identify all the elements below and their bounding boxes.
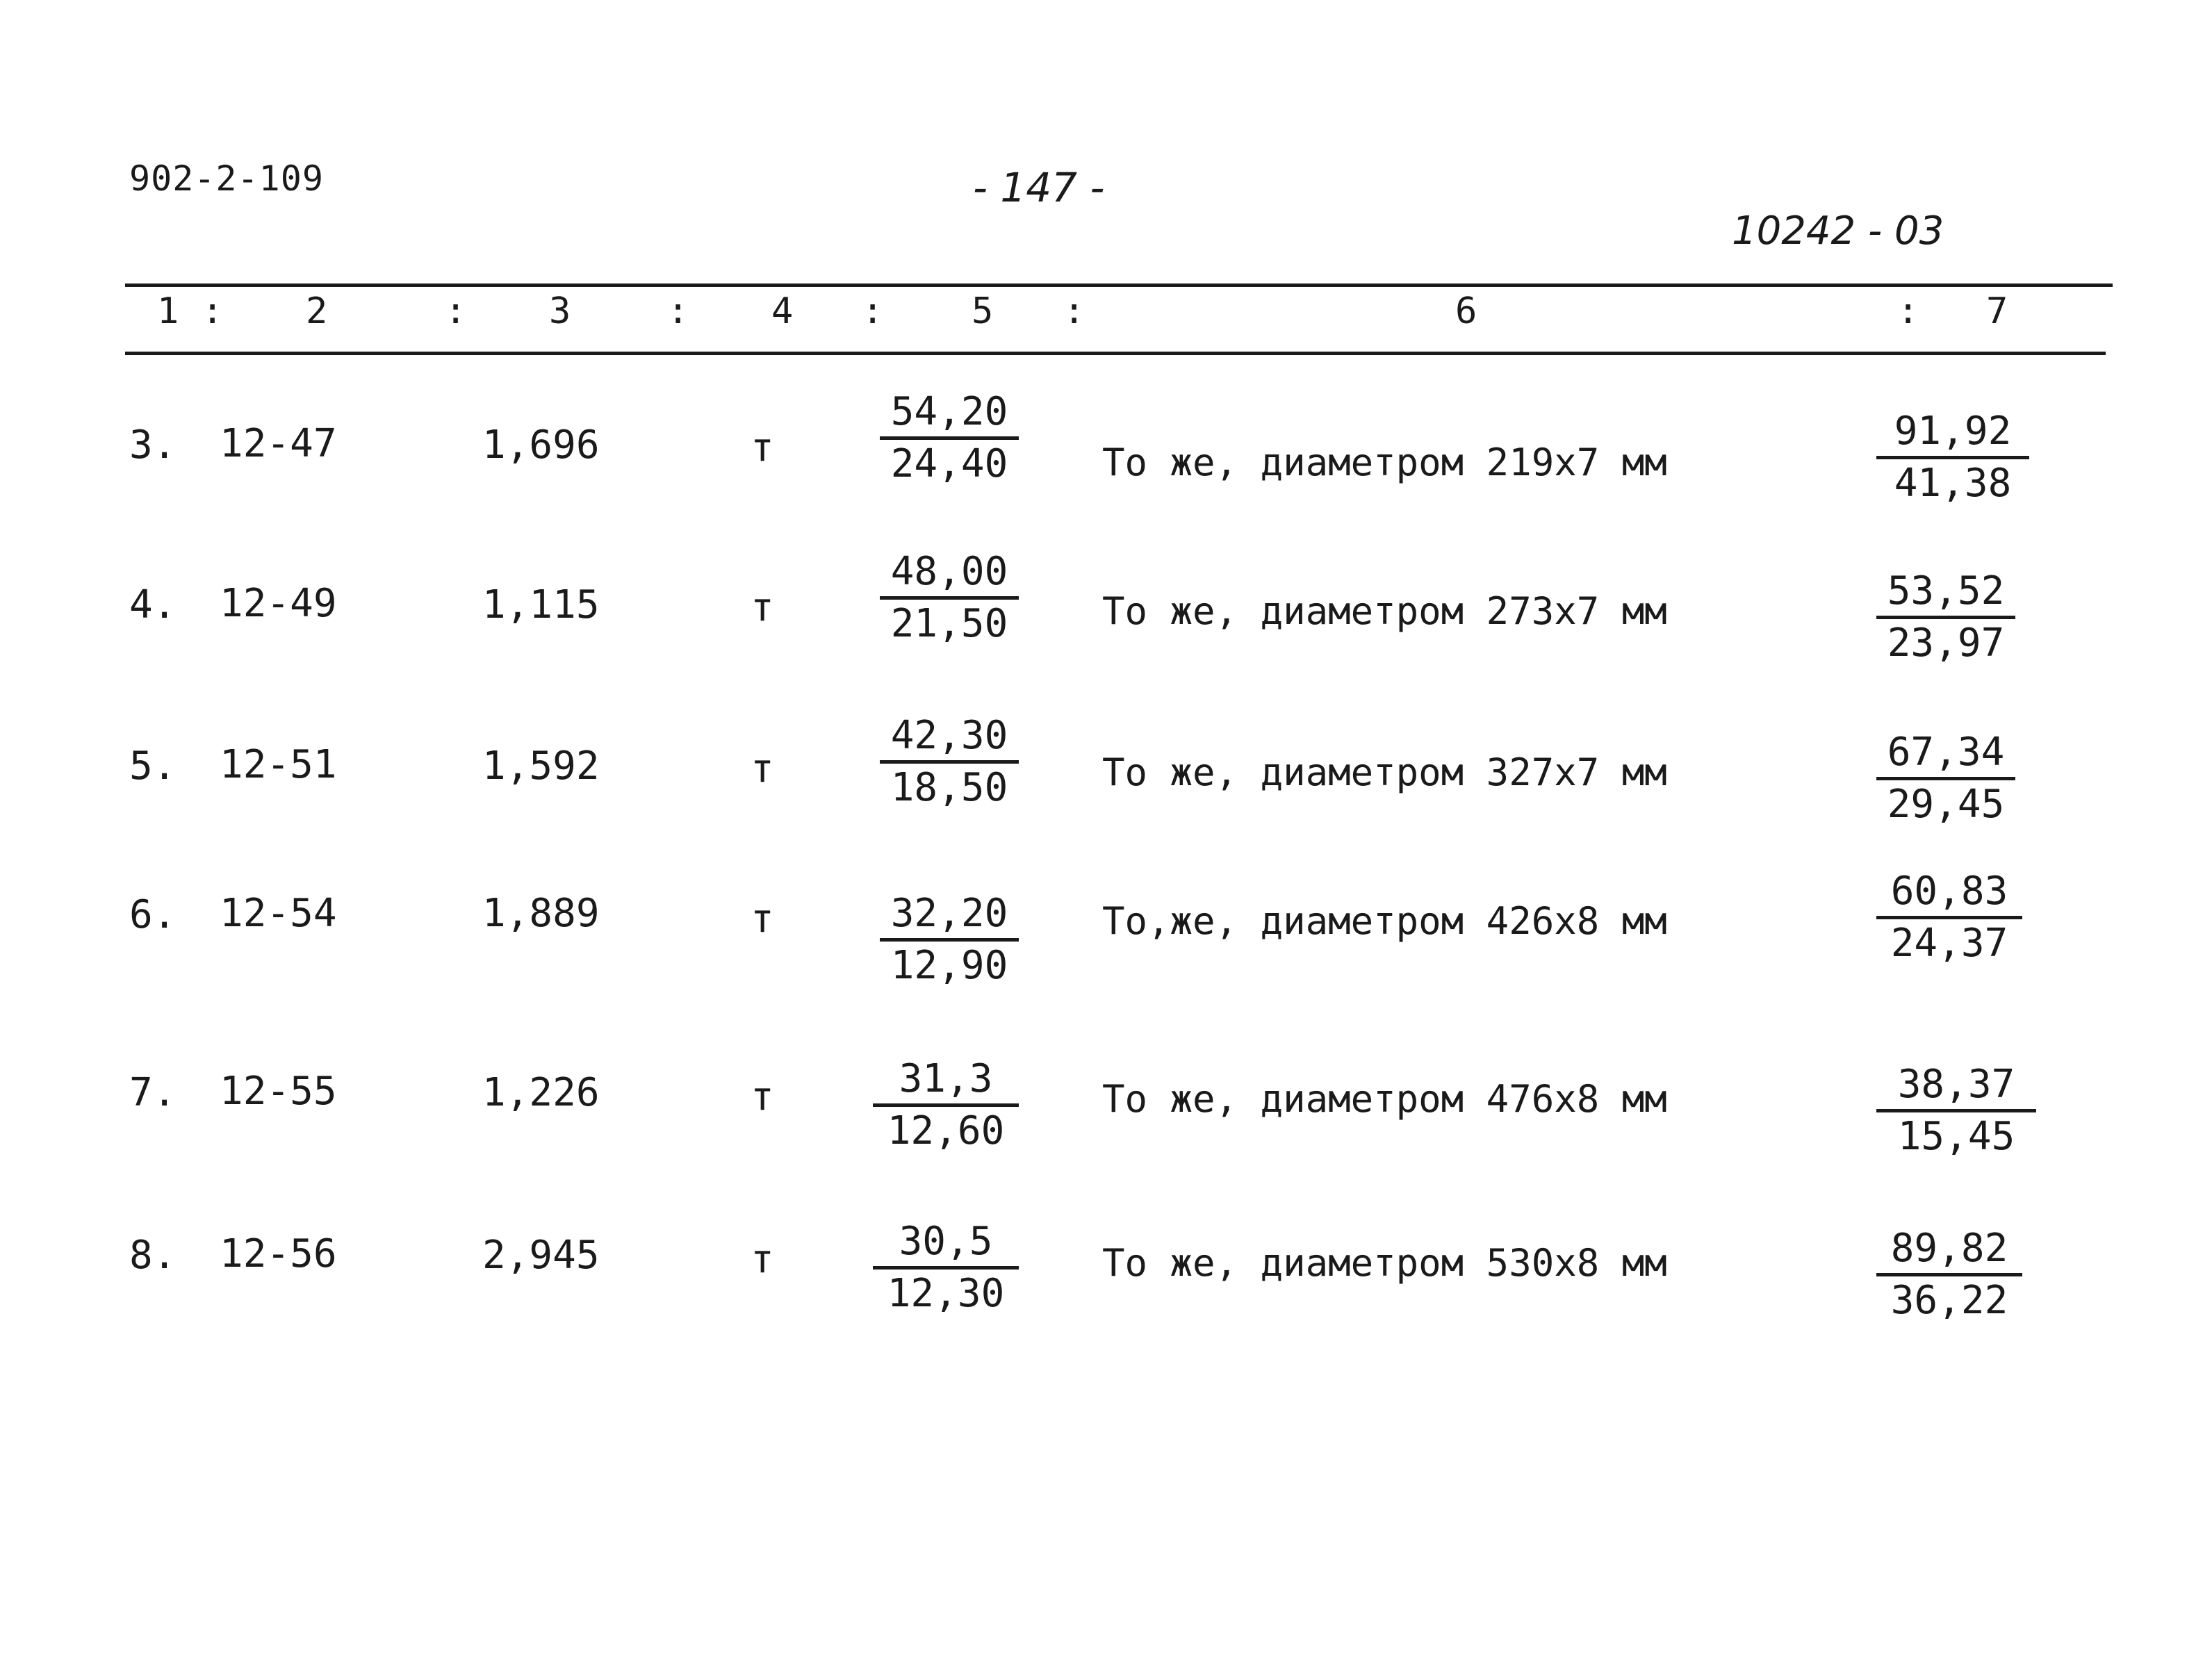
unit-cost-fraction xyxy=(880,891,1019,989)
total-cost-denominator: 23,97 xyxy=(1887,621,2005,666)
fraction-bar xyxy=(880,596,1019,600)
work-description: То,же, диаметром 426х8 мм xyxy=(1102,899,1667,943)
fraction-bar xyxy=(880,436,1019,440)
unit: т xyxy=(751,1074,774,1119)
rate-code: 12-55 xyxy=(220,1069,337,1114)
fraction-bar xyxy=(873,1103,1019,1107)
unit: т xyxy=(751,425,774,470)
unit: т xyxy=(751,585,774,630)
fraction-bar xyxy=(1876,1273,2022,1276)
work-description: То же, диаметром 327х7 мм xyxy=(1102,750,1667,794)
unit-cost-fraction xyxy=(873,1056,1019,1154)
unit-cost-numerator: 32,20 xyxy=(890,891,1008,936)
unit: т xyxy=(751,746,774,791)
column-separator: : xyxy=(667,290,689,332)
fraction-bar xyxy=(1876,616,2015,619)
total-cost-fraction xyxy=(1876,869,2022,967)
total-cost-fraction xyxy=(1876,1062,2036,1160)
unit: т xyxy=(751,1237,774,1282)
unit-cost-denominator: 12,90 xyxy=(890,943,1008,988)
quantity: 1,889 xyxy=(482,891,600,936)
column-header-4: 4 xyxy=(771,290,794,332)
unit-cost-numerator: 54,20 xyxy=(890,389,1008,434)
quantity: 1,592 xyxy=(482,743,600,789)
unit-cost-fraction xyxy=(880,389,1019,487)
table-header-bottom-rule xyxy=(125,352,2106,355)
table-top-rule xyxy=(125,284,2113,287)
unit-cost-numerator: 48,00 xyxy=(890,549,1008,594)
total-cost-denominator: 36,22 xyxy=(1890,1278,2008,1323)
column-header-7: 7 xyxy=(1986,290,2008,332)
column-header-3: 3 xyxy=(549,290,571,332)
total-cost-denominator: 15,45 xyxy=(1897,1114,2015,1159)
total-cost-numerator: 89,82 xyxy=(1890,1226,2008,1271)
sheet-code: 10242 - 03 xyxy=(1732,208,1944,254)
fraction-bar xyxy=(1876,777,2015,780)
work-description: То же, диаметром 219х7 мм xyxy=(1102,441,1667,484)
column-separator: : xyxy=(862,290,884,332)
total-cost-numerator: 38,37 xyxy=(1897,1062,2015,1107)
fraction-bar xyxy=(873,1266,1019,1270)
row-number: 4. xyxy=(129,582,177,627)
total-cost-fraction xyxy=(1876,1226,2022,1324)
unit-cost-denominator: 12,60 xyxy=(887,1108,1005,1153)
quantity: 1,226 xyxy=(482,1070,600,1115)
rate-code: 12-49 xyxy=(220,581,337,626)
column-separator: : xyxy=(445,290,467,332)
unit-cost-numerator: 42,30 xyxy=(890,713,1008,758)
quantity: 1,696 xyxy=(482,422,600,468)
unit-cost-denominator: 21,50 xyxy=(890,601,1008,646)
rate-code: 12-56 xyxy=(220,1231,337,1276)
fraction-bar xyxy=(1876,1109,2036,1112)
document-code: 902-2-109 xyxy=(129,158,324,199)
column-separator: : xyxy=(1063,290,1085,332)
unit-cost-fraction xyxy=(880,549,1019,647)
column-header-5: 5 xyxy=(972,290,994,332)
unit-cost-fraction xyxy=(880,713,1019,811)
column-header-2: 2 xyxy=(306,290,328,332)
column-header-1: 1 xyxy=(157,290,179,332)
unit-cost-numerator: 31,3 xyxy=(899,1056,993,1101)
column-header-6: 6 xyxy=(1455,290,1477,332)
total-cost-denominator: 41,38 xyxy=(1894,461,2012,506)
rate-code: 12-47 xyxy=(220,421,337,466)
row-number: 3. xyxy=(129,422,177,468)
work-description: То же, диаметром 476х8 мм xyxy=(1102,1077,1667,1121)
total-cost-denominator: 29,45 xyxy=(1887,782,2005,827)
row-number: 6. xyxy=(129,892,177,937)
unit-cost-denominator: 12,30 xyxy=(887,1271,1005,1316)
work-description: То же, диаметром 273х7 мм xyxy=(1102,589,1667,633)
quantity: 2,945 xyxy=(482,1233,600,1278)
quantity: 1,115 xyxy=(482,582,600,627)
total-cost-numerator: 91,92 xyxy=(1894,409,2012,454)
work-description: То же, диаметром 530х8 мм xyxy=(1102,1241,1667,1285)
unit-cost-fraction xyxy=(873,1219,1019,1317)
rate-code: 12-51 xyxy=(220,742,337,787)
unit-cost-numerator: 30,5 xyxy=(899,1219,993,1264)
total-cost-numerator: 67,34 xyxy=(1887,730,2005,775)
unit-cost-denominator: 24,40 xyxy=(890,441,1008,486)
column-separator: : xyxy=(202,290,224,332)
total-cost-fraction xyxy=(1876,409,2029,507)
column-separator: : xyxy=(1897,290,1919,332)
page-number: - 147 - xyxy=(973,164,1105,211)
fraction-bar xyxy=(1876,456,2029,459)
unit: т xyxy=(751,896,774,942)
row-number: 5. xyxy=(129,743,177,789)
total-cost-numerator: 53,52 xyxy=(1887,568,2005,614)
total-cost-denominator: 24,37 xyxy=(1890,921,2008,966)
row-number: 7. xyxy=(129,1070,177,1115)
rate-code: 12-54 xyxy=(220,891,337,936)
fraction-bar xyxy=(880,760,1019,764)
fraction-bar xyxy=(880,938,1019,942)
unit-cost-denominator: 18,50 xyxy=(890,765,1008,810)
fraction-bar xyxy=(1876,916,2022,919)
total-cost-numerator: 60,83 xyxy=(1890,869,2008,914)
total-cost-fraction xyxy=(1876,730,2015,828)
row-number: 8. xyxy=(129,1233,177,1278)
total-cost-fraction xyxy=(1876,568,2015,666)
